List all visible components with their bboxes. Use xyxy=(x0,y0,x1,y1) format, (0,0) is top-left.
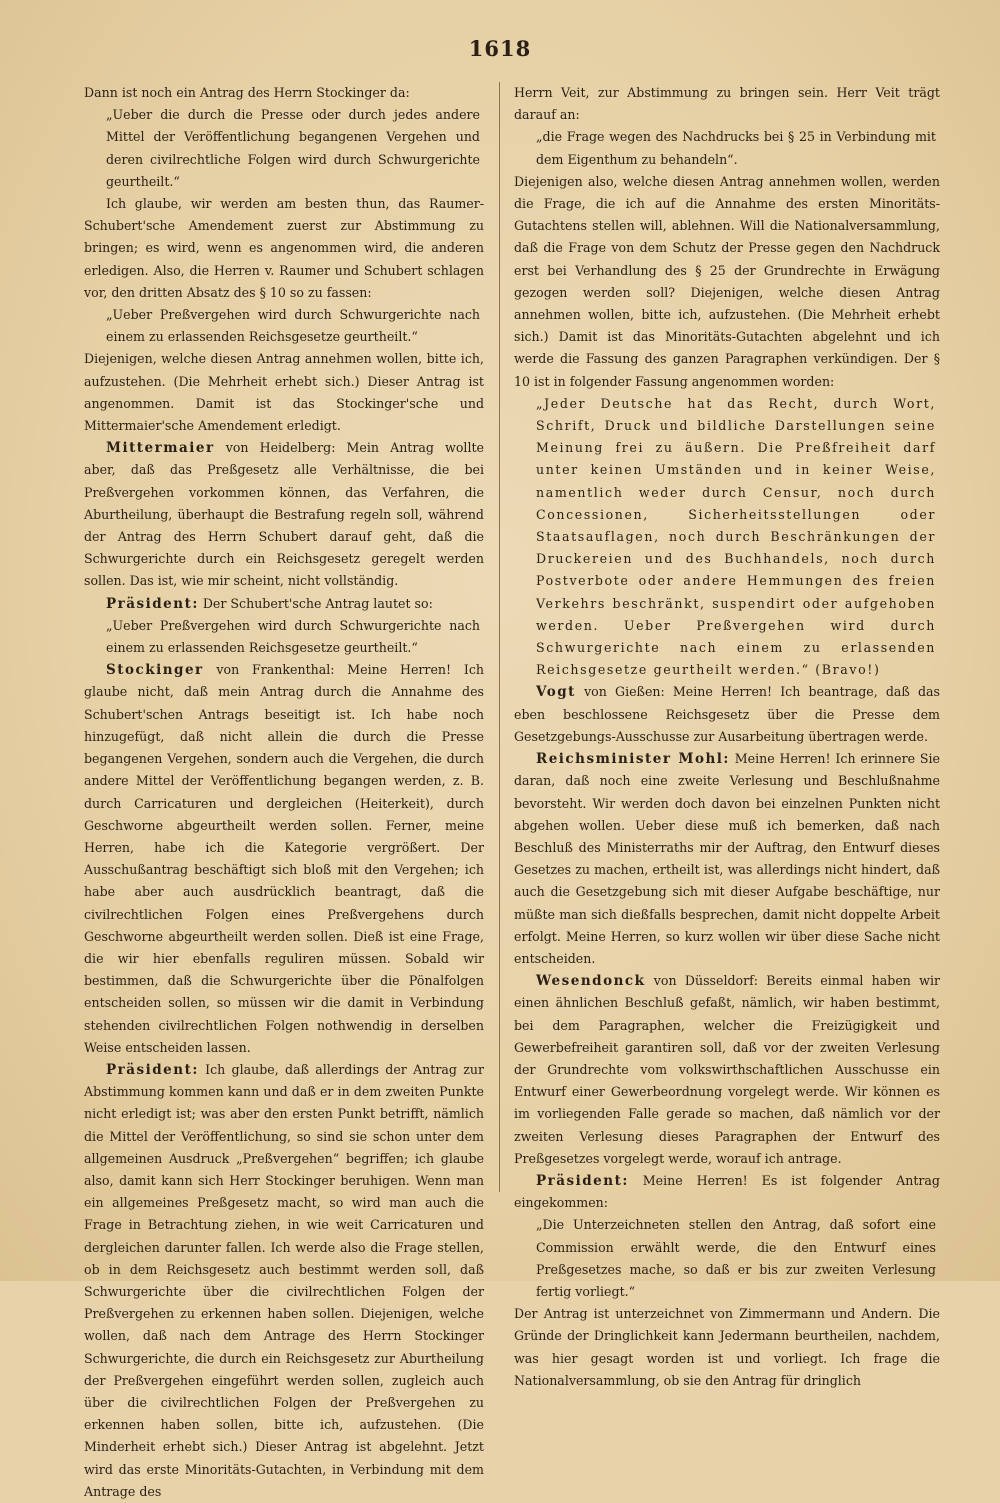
speaker-name: Wesendonck xyxy=(536,973,646,990)
speech-praesident xyxy=(514,1170,940,1214)
speech-mohl xyxy=(514,748,940,970)
speech-vogt xyxy=(514,681,940,748)
column-divider xyxy=(499,82,500,1192)
quoted-motion: „Die Unterzeichneten stellen den Antrag, daß sofort eine Commission erwählt werde, die den Entwurf eines Preßgesetzes mache, so daß er bis zur zweiten Verlesung fertig vorliegt.“ xyxy=(536,1217,936,1299)
right-column xyxy=(514,82,940,1392)
speech-text: von Gießen: Meine Herren! Ich beantrage, daß das eben beschlossene Reichsgesetz über die Presse dem Gesetzgebungs-Ausschusse zur Ausarbeitung übertragen werde. xyxy=(514,684,940,744)
paragraph: Diejenigen also, welche diesen Antrag annehmen wollen, werden die Frage, die ich auf die Annahme des ersten Minoritäts-Gutachtens stellen will, ablehnen. Will die Nationalversammlung, daß die Frage von dem Schutz der Presse gegen den Nachdruck erst bei Verhandlung des § 25 der Grundrechte in Erwägung gezogen werden soll? Diejenigen, welche diesen Antrag annehmen wollen, bitte ich, aufzustehen. (Die Mehrheit erhebt sich.) Damit ist das Minoritäts-Gutachten abgelehnt und ich werde die Fassung des ganzen Paragraphen verkündigen. Der § 10 ist in folgender Fassung angenommen worden: xyxy=(514,173,940,389)
quoted-amendment: „Ueber die durch die Presse oder durch jedes andere Mittel der Veröffentlichung begangenen Vergehen und deren civilrechtliche Folgen wird durch Schwurgerichte geurtheilt.“ xyxy=(106,107,480,189)
speech-praesident xyxy=(84,593,484,615)
paragraph: Dann ist noch ein Antrag des Herrn Stockinger da: xyxy=(84,85,410,100)
speaker-name: Stockinger xyxy=(106,662,204,679)
speaker-name: Reichsminister Mohl: xyxy=(536,751,730,768)
speaker-name: Vogt xyxy=(536,684,576,701)
quoted-amendment: „Ueber Preßvergehen wird durch Schwurgerichte nach einem zu erlassenden Reichsgesetze geurtheilt.“ xyxy=(106,307,480,345)
speaker-name: Mittermaier xyxy=(106,440,215,457)
speech-stockinger xyxy=(84,659,484,1059)
paragraph-10-text: „Jeder Deutsche hat das Recht, durch Wort, Schrift, Druck und bildliche Darstellungen seine Meinung frei zu äußern. Die Preßfreiheit darf unter keinen Umständen und in keiner Weise, namentlich weder durch Censur, noch durch Concessionen, Sicherheitsstellungen oder Staatsauflagen, noch durch Beschränkungen der Druckereien und des Buchhandels, noch durch Postverbote oder andere Hemmungen des freien Verkehrs beschränkt, suspendirt oder aufgehoben werden. Ueber Preßvergehen wird durch Schwurgerichte nach einem zu erlassenden Reichsgesetze geurtheilt werden.“ (Bravo!) xyxy=(536,395,936,678)
speech-text: von Düsseldorf: Bereits einmal haben wir einen ähnlichen Beschluß gefaßt, nämlich, wir haben bestimmt, bei dem Paragraphen, welcher die Freizügigkeit und Gewerbefreiheit garantiren soll, daß vor der zweiten Verlesung der Grundrechte vom volkswirthschaftlichen Ausschusse ein Entwurf einer Gewerbeordnung vorgelegt werde. Wir können es im vorliegenden Falle gerade so machen, daß nämlich vor der zweiten Verlesung dieses Paragraphen der Entwurf des Preßgesetzes vorgelegt werde, worauf ich antrage. xyxy=(514,973,940,1166)
speech-text: Der Schubert'sche Antrag lautet so: xyxy=(202,595,433,611)
speaker-name: Präsident: xyxy=(106,595,199,612)
speaker-name: Präsident: xyxy=(536,1172,629,1189)
quoted-amendment: „die Frage wegen des Nachdrucks bei § 25 in Verbindung mit dem Eigenthum zu behandeln“. xyxy=(536,129,936,167)
paragraph: Der Antrag ist unterzeichnet von Zimmermann und Andern. Die Gründe der Dringlichkeit kann Jedermann beurtheilen, nachdem, was hier gesagt worden ist und vorliegt. Ich frage die Nationalversammlung, ob sie den Antrag für dringlich xyxy=(514,1306,940,1388)
speech-wesendonck xyxy=(514,970,940,1170)
paragraph: Ich glaube, wir werden am besten thun, das Raumer-Schubert'sche Amendement zuerst zur Abstimmung zu bringen; es wird, wenn es angenommen wird, die anderen erledigen. Also, die Herren v. Raumer und Schubert schlagen vor, den dritten Absatz des § 10 so zu fassen: xyxy=(84,196,484,300)
speech-text: von Heidelberg: Mein Antrag wollte aber, daß das Preßgesetz alle Verhältnisse, die bei Preßvergehen vorkommen können, das Verfahren, die Aburtheilung, überhaupt die Bestrafung regeln soll, während der Antrag des Herrn Schubert darauf geht, daß die Schwurgerichte durch ein Reichsgesetz geregelt werden sollen. Das ist, wie mir scheint, nicht vollständig. xyxy=(84,440,484,589)
speaker-name: Präsident: xyxy=(106,1061,199,1078)
speech-text: Meine Herren! Es ist folgender Antrag eingekommen: xyxy=(514,1172,940,1211)
speech-text: von Frankenthal: Meine Herren! Ich glaube nicht, daß mein Antrag durch die Annahme des Schubert'schen Antrags beseitigt ist. Ich habe noch hinzugefügt, daß nicht allein die durch die Presse begangenen Vergehen, sondern auch die Vergehen, die durch andere Mittel der Veröffentlichung begangen werden, z. B. durch Carricaturen und dergleichen (Heiterkeit), durch Geschworne abgeurtheilt werden sollen. Ferner, meine Herren, habe ich die Kategorie vergrößert. Der Ausschußantrag beschäftigt sich bloß mit den Vergehen; ich habe aber auch ausdrücklich beantragt, daß die civilrechtlichen Folgen eines Preßvergehens durch Geschworne abgeurtheilt werden sollen. Dieß ist eine Frage, die wir hier ebenfalls reguliren müssen. Sobald wir bestimmen, daß die Schwurgerichte über die Pönalfolgen entscheiden sollen, so müssen wir die damit in Verbindung stehenden civilrechtlichen Folgen nothwendig in derselben Weise entscheiden lassen. xyxy=(84,662,484,1055)
page-number: 1618 xyxy=(468,36,532,61)
quoted-amendment: „Ueber Preßvergehen wird durch Schwurgerichte nach einem zu erlassenden Reichsgesetze geurtheilt.“ xyxy=(106,617,480,656)
left-column xyxy=(84,82,484,1503)
paragraph: Diejenigen, welche diesen Antrag annehmen wollen, bitte ich, aufzustehen. (Die Mehrheit erhebt sich.) Dieser Antrag ist angenommen. Damit ist das Stockinger'sche und Mittermaier'sche Amendement erledigt. xyxy=(84,351,484,434)
paragraph: Herrn Veit, zur Abstimmung zu bringen sein. Herr Veit trägt darauf an: xyxy=(514,85,940,123)
speech-text: Meine Herren! Ich erinnere Sie daran, daß noch eine zweite Verlesung und Beschlußnahme bevorsteht. Wir werden doch davon bei einzelnen Punkten nicht abgehen wollen. Ueber diese muß ich bemerken, daß nach Beschluß des Ministerraths mir der Auftrag, den Entwurf dieses Gesetzes zu machen, ertheilt ist, was allerdings nicht hindert, daß auch die Gesetzgebung sich mit dieser Aufgabe beschäftige, nur müßte man sich dießfalls besprechen, damit nicht doppelte Arbeit erfolgt. Meine Herren, so kurz wollen wir über diese Sache nicht entscheiden. xyxy=(514,751,940,966)
speech-mittermaier xyxy=(84,437,484,592)
speech-text: Ich glaube, daß allerdings der Antrag zur Abstimmung kommen kann und daß er in dem zweiten Punkte nicht erledigt ist; was aber den ersten Punkt betrifft, nämlich die Mittel der Veröffentlichung, so sind sie schon unter dem allgemeinen Ausdruck „Preßvergehen“ begriffen; ich glaube also, damit kann sich Herr Stockinger beruhigen. Wenn man ein allgemeines Preßgesetz macht, so wird man auch die Frage in Betrachtung ziehen, in wie weit Carricaturen und dergleichen darunter fallen. Ich werde also die Frage stellen, ob in dem Reichsgesetz auch bestimmt werden soll, daß Schwurgerichte über die civilrechtlichen Folgen der Preßvergehen zu erkennen haben sollen. Diejenigen, welche wollen, daß nach dem Antrage des Herrn Stockinger Schwurgerichte, die durch ein Reichsgesetz zur Aburtheilung der Preßvergehen eingeführt werden sollen, zugleich auch über die civilrechtlichen Folgen der Preßvergehen zu erkennen haben sollen, bitte ich, aufzustehen. (Die Minderheit erhebt sich.) Dieser Antrag ist abgelehnt. Jetzt wird das erste Minoritäts-Gutachten, in Verbindung mit dem Antrage des xyxy=(84,1061,484,1499)
